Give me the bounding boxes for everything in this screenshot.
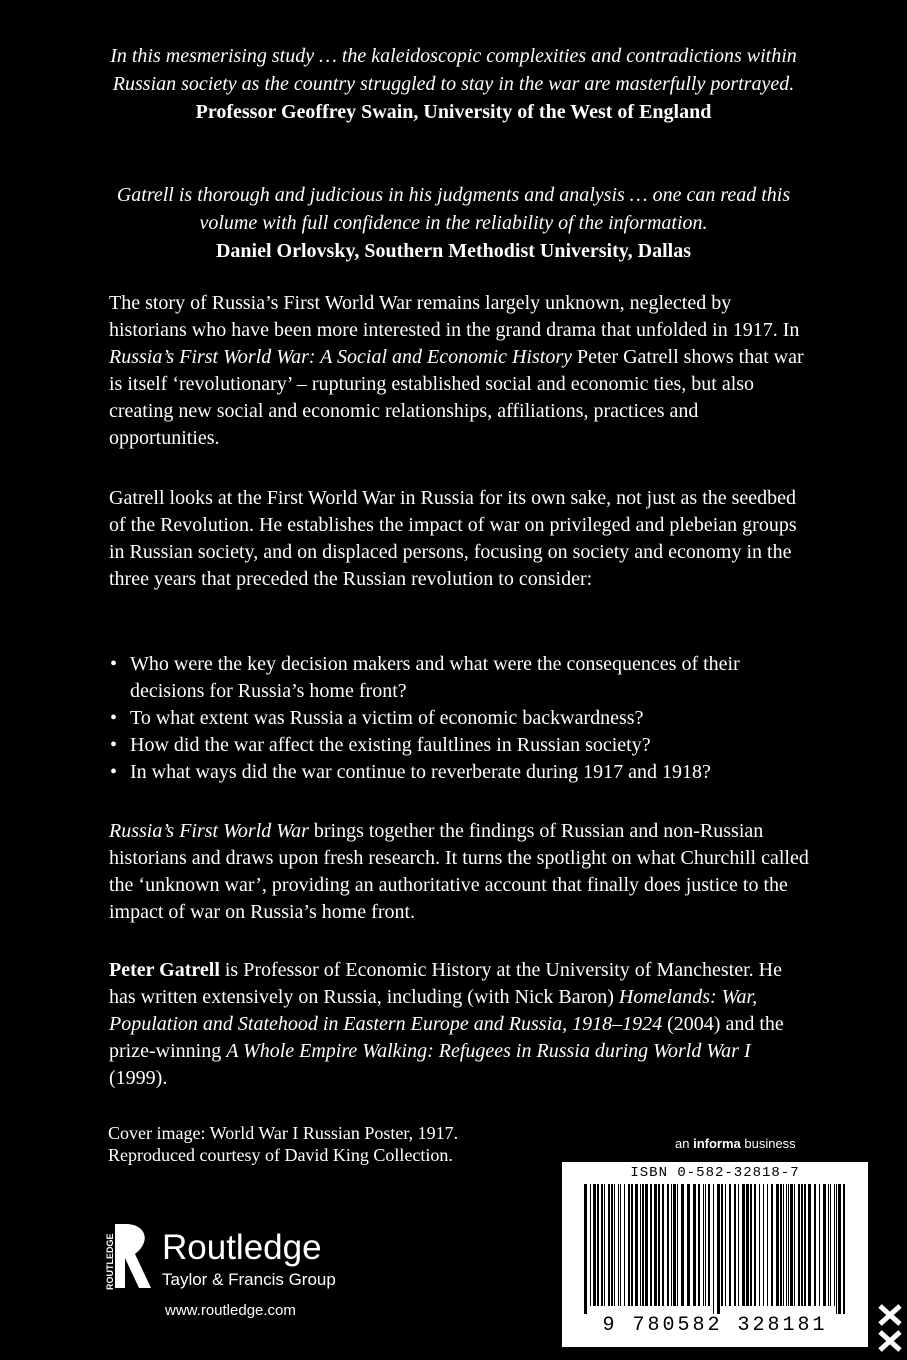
barcode-bar [838, 1184, 841, 1314]
list-item-text: In what ways did the war continue to reverberate during 1917 and 1918? [130, 761, 711, 783]
book-title: Russia’s First World War: A Social and Economic History [109, 346, 572, 368]
barcode-bar [635, 1184, 638, 1306]
barcode-bar [658, 1184, 660, 1306]
barcode-bar [771, 1184, 773, 1306]
description-paragraph-1 [109, 290, 809, 452]
barcode-bar [738, 1184, 739, 1306]
barcode-bar [754, 1184, 756, 1306]
barcode-bar [624, 1184, 625, 1306]
logo-vertical-text: ROUTLEDGE [105, 1233, 115, 1290]
book-title: Russia’s First World War [109, 820, 309, 842]
text-span: Peter Gatrell shows that war is itself ‘revolutionary’ – rupturing established social and economic ties, but also creating new social and economic relationships, affiliations, practices and opportunities. [109, 346, 804, 449]
barcode-bar [703, 1184, 704, 1306]
barcode-bar [804, 1184, 806, 1306]
text-span: (1999). [109, 1067, 168, 1089]
barcode-bar [729, 1184, 731, 1306]
barcode-bar [843, 1184, 845, 1314]
barcode-bar [830, 1184, 831, 1306]
barcode-bar [828, 1184, 829, 1306]
text-span: is Professor of Economic History at the University of Manchester. He has written extensively on Russia, including (with Nick Baron) [109, 959, 782, 1008]
barcode-bar [808, 1184, 811, 1306]
barcode-bar [836, 1184, 837, 1314]
review-quote-2 [100, 181, 807, 265]
barcode-bar [834, 1184, 835, 1306]
informa-wordmark: informa [693, 1136, 741, 1151]
bullet-icon: • [110, 707, 118, 729]
isbn-number: ISBN 0-582-32818-7 [630, 1165, 800, 1181]
barcode-bar [642, 1184, 644, 1306]
bullet-icon: • [110, 761, 118, 783]
barcode-bar [628, 1184, 630, 1306]
barcode-bars [584, 1184, 846, 1314]
barcode-bar [767, 1184, 768, 1306]
text-span: brings together the findings of Russian and non-Russian historians and draws upon fresh research. It turns the spotlight on what Churchill called the ‘unknown war’, providing an authoritative account that finally does justice to the impact of war on Russia’s home front. [109, 820, 809, 923]
barcode-bar [618, 1184, 619, 1306]
barcode-bar [746, 1184, 749, 1306]
barcode-bar [798, 1184, 800, 1306]
list-item [110, 732, 810, 759]
barcode-bar [597, 1184, 599, 1306]
book-title: A Whole Empire Walking: Refugees in Russia during World War I [226, 1040, 751, 1062]
text-span: (2004) and the prize-winning [109, 1013, 784, 1062]
list-item-text: How did the war affect the existing faultlines in Russian society? [130, 734, 651, 756]
barcode-bar [631, 1184, 633, 1306]
barcode-bar [786, 1184, 787, 1306]
text-span: an [675, 1136, 694, 1151]
barcode-bar [671, 1184, 672, 1306]
list-item [110, 759, 810, 786]
credit-line: Cover image: World War I Russian Poster, 1917. [108, 1123, 459, 1143]
barcode-bar [708, 1184, 710, 1306]
author-name: Peter Gatrell [109, 959, 220, 981]
barcode-bar [650, 1184, 652, 1306]
barcode-bar [790, 1184, 793, 1306]
barcode-bar [819, 1184, 820, 1306]
text-span: business [740, 1136, 796, 1151]
barcode-bar [590, 1184, 591, 1306]
quote-attribution: Daniel Orlovsky, Southern Methodist University, Dallas [215, 240, 692, 262]
barcode-bar [759, 1184, 760, 1306]
barcode-bar [677, 1184, 678, 1306]
review-quote-1 [100, 42, 807, 126]
barcode-bar [780, 1184, 782, 1306]
publisher-url: www.routledge.com [165, 1302, 296, 1319]
list-item [110, 651, 810, 705]
barcode-bar [614, 1184, 615, 1306]
barcode-bar [721, 1184, 723, 1306]
book-title: Homelands: War, Population and Statehood in Eastern Europe and Russia, 1918–1924 [109, 986, 758, 1035]
bullet-icon: • [110, 734, 118, 756]
publisher-group: Taylor & Francis Group [162, 1270, 336, 1289]
barcode-bar [788, 1184, 789, 1306]
text-span: The story of Russia’s First World War remains largely unknown, neglected by historians who have been more interested in the grand drama that unfolded in 1917. In [109, 292, 800, 341]
barcode-bar [693, 1184, 696, 1306]
list-item-text: Who were the key decision makers and what were the consequences of their decisions for Russia’s home front? [130, 653, 740, 702]
quote-attribution: Professor Geoffrey Swain, University of the West of England [195, 101, 712, 123]
quote-text: In this mesmerising study … the kaleidoscopic complexities and contradictions within Russian society as the country struggled to stay in the war are masterfully portrayed. [110, 45, 797, 95]
barcode-bar [814, 1184, 816, 1306]
barcode-bar [713, 1184, 714, 1314]
credit-line: Reproduced courtesy of David King Collection. [108, 1145, 453, 1165]
barcode-bar [601, 1184, 603, 1306]
barcode-bar [698, 1184, 700, 1306]
decorative-mark-icon [874, 1300, 904, 1360]
description-paragraph-3 [109, 818, 809, 926]
routledge-logo-icon [105, 1222, 155, 1292]
publisher-name: Routledge [162, 1228, 322, 1267]
barcode-bar [608, 1184, 610, 1306]
barcode-bar [584, 1184, 587, 1314]
quote-text: Gatrell is thorough and judicious in his judgments and analysis … one can read this volume with full confidence in the reliability of the information. [116, 184, 791, 234]
barcode-bar [776, 1184, 779, 1306]
barcode-bar [604, 1184, 605, 1306]
author-bio [109, 957, 809, 1092]
isbn-barcode [562, 1162, 868, 1347]
barcode-bar [750, 1184, 752, 1306]
bullet-icon: • [110, 653, 118, 675]
question-list [110, 651, 810, 786]
barcode-bar [725, 1184, 726, 1306]
barcode-bar [593, 1184, 596, 1306]
informa-tagline [675, 1136, 796, 1151]
barcode-bar [662, 1184, 664, 1306]
cover-credit [108, 1122, 458, 1166]
ean-digits: 9 780582 328181 [602, 1314, 828, 1337]
description-paragraph-2: Gatrell looks at the First World War in Russia for its own sake, not just as the seedbed of the Revolution. He establishes the impact of war on privileged and plebeian groups in Russian society, and on displaced persons, focusing on society and economy in the three years that preceded the Russian revolution to consider: [109, 487, 797, 590]
barcode-bar [763, 1184, 764, 1306]
barcode-bar [801, 1184, 803, 1306]
barcode-bar [734, 1184, 736, 1306]
barcode-bar [794, 1184, 795, 1306]
barcode-bar [645, 1184, 648, 1306]
barcode-bar [705, 1184, 706, 1306]
barcode-bar [654, 1184, 657, 1306]
barcode-bar [611, 1184, 613, 1306]
barcode-bar [742, 1184, 745, 1306]
barcode-bar [687, 1184, 690, 1306]
barcode-bar [681, 1184, 684, 1306]
list-item [110, 705, 810, 732]
barcode-bar [717, 1184, 720, 1314]
barcode-bar [823, 1184, 826, 1306]
barcode-bar [673, 1184, 676, 1306]
barcode-bar [667, 1184, 669, 1306]
barcode-bar [640, 1184, 641, 1306]
barcode-bar [783, 1184, 784, 1306]
list-item-text: To what extent was Russia a victim of economic backwardness? [130, 707, 644, 729]
barcode-bar [620, 1184, 621, 1306]
